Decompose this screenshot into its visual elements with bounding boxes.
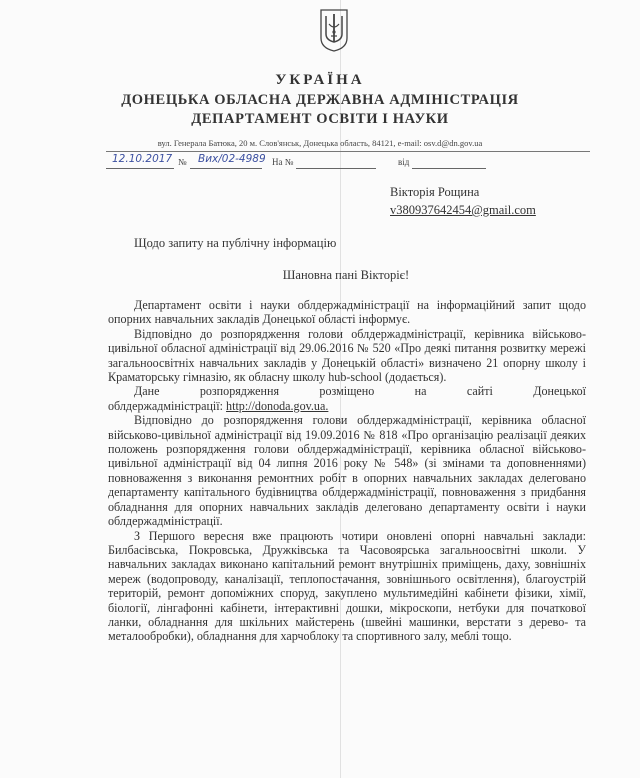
trident-emblem-icon <box>319 8 349 52</box>
reply-underline <box>296 156 376 169</box>
paragraph-1: Департамент освіти і науки облдержадміністрації на інформаційний запит щодо опорних навчальних закладів Донецької області інформує. <box>108 298 586 327</box>
number-label: № <box>178 157 187 167</box>
website-link[interactable]: http://donoda.gov.ua. <box>226 398 329 413</box>
registration-line <box>106 153 606 176</box>
letter-subject: Щодо запиту на публічну інформацію <box>134 236 337 250</box>
recipient-name: Вікторія Рощина <box>390 185 480 199</box>
paragraph-5: З Першого вересня вже працюють чотири оновлені опорні навчальні заклади: Билбасівська, Покровська, Дружківська та Часовоярська загальноосвітні школи. У навчальних закладах виконано капітальний ремонт внутрішніх приміщень, даху, зовнішніх мереж (водопроводу, каналізації, теплопостачання, зовнішнього освітлення), благоустрій територій, ремонт допоміжних споруд, закуплено мультимедійні кабінети фізики, хімії, біології, лінгафонні кабінети, інтерактивні дошки, мікроскопи, нетбуки для початкової ланки, обладнання для шкільних майстерень (швейні машинки, верстати з дерево- та металообробки), обладнання для харчоблоку та спортивного залу, меблі тощо. <box>108 528 586 644</box>
paragraph-4: Відповідно до розпорядження голови облдержадміністрації, керівника обласної військово-цивільної адміністрації від 19.09.2016 № 818 «Про організацію реалізації деяких положень розпорядження голови облдержадміністрації, керівника обласної військово-цивільної адміністрації від 04 липня 2016 року № 548» (зі змінами та доповненнями) повноваження з виконання ремонтних робіт в опорних навчальних закладах делеговано департаменту капітального будівництва облдержадміністрації, повноваження з придбання обладнання для опорних навчальних закладів делеговано департаменту освіти і науки облдержадміністрації. <box>108 413 586 529</box>
letterhead-address: вул. Генерала Батюка, 20 м. Слов'янськ, Донецька область, 84121, e-mail: osv.d@dn.gov.ua <box>157 138 483 148</box>
country-title: УКРАЇНА <box>275 72 365 88</box>
reply-label: На № <box>272 157 294 167</box>
p3-word: Дане <box>134 384 160 399</box>
p3-word: на <box>414 384 427 399</box>
paragraph-2: Відповідно до розпорядження голови облдержадміністрації, керівника військово-цивільної обласної адміністрації від 29.06.2016 № 520 «Про деякі питання розвитку мережі загальноосвітніх навчальних закладів у Донецькій області» визначено 21 опорну школу і Краматорську гімназію, як обласну школу hub-school (додається). <box>108 326 586 385</box>
p3-word: розпорядження <box>199 384 280 399</box>
administration-title: ДОНЕЦЬКА ОБЛАСНА ДЕРЖАВНА АДМІНІСТРАЦІЯ <box>121 92 519 108</box>
p3-word: розміщено <box>319 384 375 399</box>
recipient-block <box>390 183 536 219</box>
registration-date: 12.10.2017 <box>112 153 173 165</box>
p3-word: Донецької <box>533 384 586 399</box>
letter-body <box>108 298 586 644</box>
from-underline <box>412 156 486 169</box>
salutation: Шановна пані Вікторіє! <box>282 268 410 282</box>
paragraph-3-tail <box>108 399 586 413</box>
department-title: ДЕПАРТАМЕНТ ОСВІТИ І НАУКИ <box>191 111 449 127</box>
recipient-email: v380937642454@gmail.com <box>390 203 536 217</box>
p3-word: сайті <box>466 384 493 399</box>
registration-number: Вих/02-4989 <box>198 153 266 165</box>
p3-tail-text: облдержадміністрації: <box>108 398 223 413</box>
letterhead-divider <box>106 151 590 152</box>
paragraph-3-line <box>108 384 586 398</box>
from-label: від <box>398 157 410 167</box>
